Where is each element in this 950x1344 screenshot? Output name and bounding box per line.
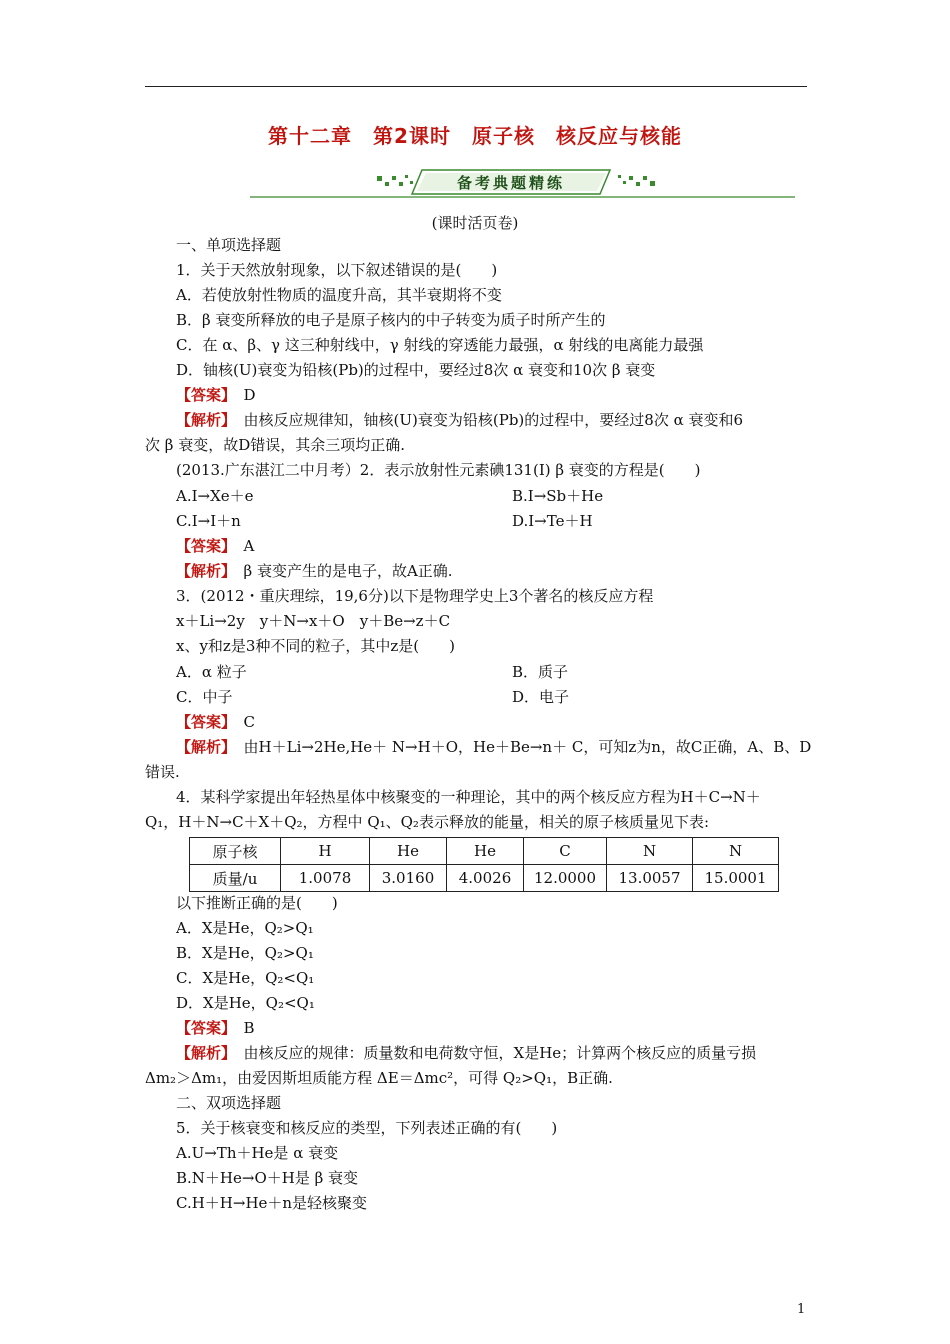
table-cell: 4.0026 (447, 865, 524, 892)
table-row (190, 865, 779, 892)
table-cell: C (524, 838, 607, 865)
q4-prompt: 以下推断正确的是( ) (176, 894, 338, 912)
explanation-tag: 【解析】 (176, 1044, 229, 1062)
question-4: 4．某科学家提出年轻热星体中核聚变的一种理论，其中的两个核反应方程为H＋C→N＋ (176, 788, 761, 806)
q3-prompt: x、y和z是3种不同的粒子，其中z是( ) (176, 637, 455, 655)
banner-label: 备考典题精练 (456, 174, 566, 192)
answer-tag: 【答案】 (176, 1019, 229, 1037)
answer-tag: 【答案】 (176, 713, 229, 731)
question-5: 5．关于核衰变和核反应的类型，下列表述正确的有( ) (176, 1119, 558, 1137)
dots-right-icon (618, 175, 655, 186)
q1-option-b: B．β 衰变所释放的电子是原子核内的中子转变为质子时所产生的 (176, 311, 606, 329)
nuclear-mass-table (189, 837, 779, 892)
question-2: (2013.广东湛江二中月考）2．表示放射性元素碘131(I) β 衰变的方程是( ) (176, 461, 701, 479)
q4-option-b: B．X是He，Q₂>Q₁ (176, 944, 314, 962)
page-title: 第十二章 第2课时 原子核 核反应与核能 (268, 124, 682, 148)
q3-explanation: 【解析】 由H＋Li→2He,He＋ N→H＋O，He＋Be→n＋ C，可知z为n，故C正确，A、B、D (176, 738, 812, 756)
table-cell: 原子核 (190, 838, 281, 865)
q3-equations: x＋Li→2y y＋N→x＋O y＋Be→z＋C (176, 612, 451, 630)
q4-explanation: 【解析】 由核反应的规律：质量数和电荷数守恒，X是He；计算两个核反应的质量亏损 (176, 1044, 757, 1062)
page-number: 1 (797, 1302, 806, 1317)
q1-explanation-cont: 次 β 衰变，故D错误，其余三项均正确. (145, 436, 406, 454)
q2-option-a: A.I→Xe＋e (176, 487, 254, 505)
dots-left-icon (377, 175, 413, 186)
q4-answer: 【答案】 B (176, 1019, 255, 1037)
q1-answer: 【答案】 D (176, 386, 256, 404)
table-cell: 12.0000 (524, 865, 607, 892)
explanation-tag: 【解析】 (176, 738, 229, 756)
question-1: 1．关于天然放射现象，以下叙述错误的是( ) (176, 261, 498, 279)
q1-option-c: C．在 α、β、γ 这三种射线中，γ 射线的穿透能力最强，α 射线的电离能力最强 (176, 336, 704, 354)
table-cell: N (607, 838, 693, 865)
subtitle: (课时活页卷) (431, 214, 519, 232)
table-cell: He (370, 838, 447, 865)
table-cell: 13.0057 (607, 865, 693, 892)
q4-explanation-cont: Δm₂＞Δm₁，由爱因斯坦质能方程 ΔE＝Δmc²，可得 Q₂>Q₁，B正确. (145, 1069, 613, 1087)
section-heading-double: 二、双项选择题 (176, 1094, 282, 1112)
table-row (190, 838, 779, 865)
q3-option-b: B．质子 (512, 663, 569, 681)
q3-option-c: C．中子 (176, 688, 233, 706)
table-cell: 3.0160 (370, 865, 447, 892)
q2-answer: 【答案】 A (176, 537, 255, 555)
q3-option-a: A．α 粒子 (176, 663, 247, 681)
q1-option-a: A．若使放射性物质的温度升高，其半衰期将不变 (176, 286, 502, 304)
q4-option-d: D．X是He，Q₂<Q₁ (176, 994, 315, 1012)
table-cell: 15.0001 (693, 865, 779, 892)
q3-option-d: D．电子 (512, 688, 570, 706)
explanation-tag: 【解析】 (176, 562, 229, 580)
q5-option-a: A.U→Th＋He是 α 衰变 (176, 1144, 339, 1162)
section-heading-single: 一、单项选择题 (176, 236, 282, 254)
q5-option-c: C.H＋H→He＋n是轻核聚变 (176, 1194, 368, 1212)
q2-option-c: C.I→I＋n (176, 512, 241, 530)
table-cell: N (693, 838, 779, 865)
q2-option-b: B.I→Sb＋He (512, 487, 604, 505)
q3-answer: 【答案】 C (176, 713, 256, 731)
header-rule (145, 86, 807, 87)
answer-tag: 【答案】 (176, 386, 229, 404)
q4-option-c: C．X是He，Q₂<Q₁ (176, 969, 315, 987)
explanation-tag: 【解析】 (176, 411, 229, 429)
question-4-cont: Q₁，H＋N→C＋X＋Q₂，方程中 Q₁、Q₂表示释放的能量，相关的原子核质量见下表: (145, 813, 709, 831)
section-banner (250, 166, 795, 200)
table-cell: 质量/u (190, 865, 281, 892)
answer-tag: 【答案】 (176, 537, 229, 555)
question-3: 3．(2012・重庆理综，19,6分)以下是物理学史上3个著名的核反应方程 (176, 587, 654, 605)
q5-option-b: B.N＋He→O＋H是 β 衰变 (176, 1169, 359, 1187)
q2-explanation: 【解析】 β 衰变产生的是电子，故A正确. (176, 562, 453, 580)
q1-explanation: 【解析】 由核反应规律知，铀核(U)衰变为铅核(Pb)的过程中，要经过8次 α 衰变和6 (176, 411, 744, 429)
q1-option-d: D．铀核(U)衰变为铅核(Pb)的过程中，要经过8次 α 衰变和10次 β 衰变 (176, 361, 656, 379)
table-cell: 1.0078 (281, 865, 370, 892)
table-cell: He (447, 838, 524, 865)
table-cell: H (281, 838, 370, 865)
q3-explanation-cont: 错误. (145, 763, 180, 781)
q4-option-a: A．X是He，Q₂>Q₁ (176, 919, 314, 937)
q2-option-d: D.I→Te＋H (512, 512, 593, 530)
